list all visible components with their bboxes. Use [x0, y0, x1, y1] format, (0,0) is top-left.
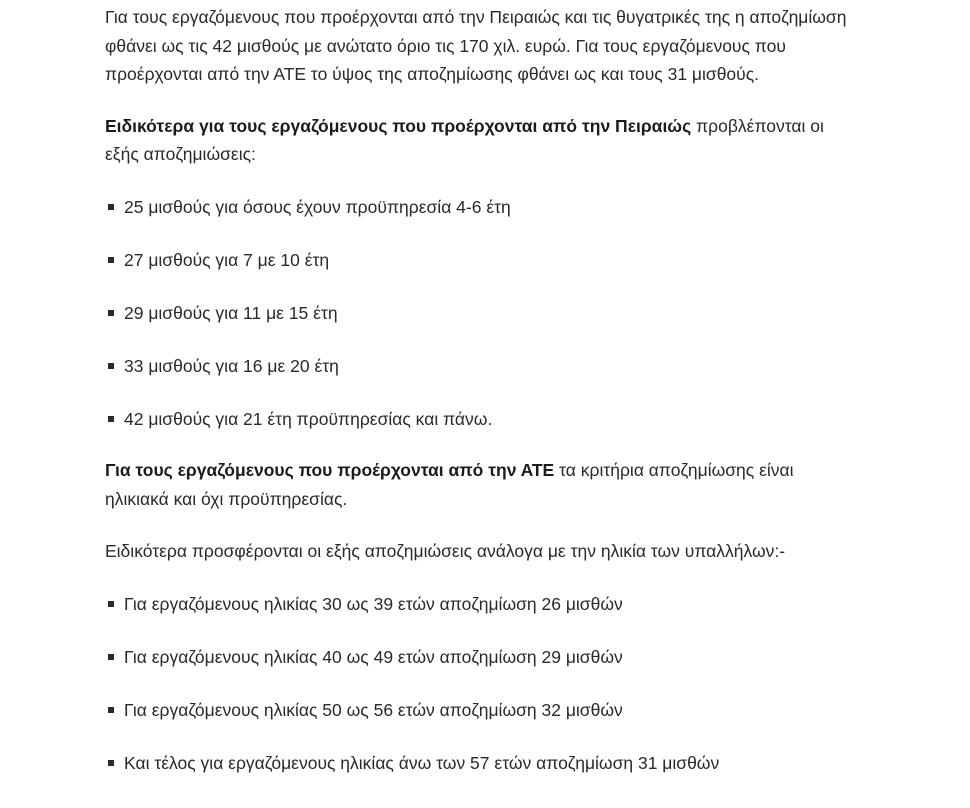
piraeus-heading-bold: Ειδικότερα για τους εργαζόμενους που προέρχονται από την Πειραιώς	[105, 115, 692, 136]
list-item: 27 μισθούς για 7 με 10 έτη	[105, 246, 857, 275]
list-item: Για εργαζόμενους ηλικίας 30 ως 39 ετών αποζημίωση 26 μισθών	[105, 590, 857, 619]
piraeus-heading-rest: προβλέπονται οι εξής αποζημιώσεις:	[105, 115, 824, 164]
list-item: Και τέλος για εργαζόμενους ηλικίας άνω των 57 ετών αποζημίωση 31 μισθών	[105, 749, 857, 778]
ate-heading-bold: Για τους εργαζόμενους που προέρχονται από την ΑΤΕ	[105, 460, 555, 480]
list-item: 25 μισθούς για όσους έχουν προϋπηρεσία 4-6 έτη	[105, 193, 857, 222]
list-item: Για εργαζόμενους ηλικίας 50 ως 56 ετών αποζημίωση 32 μισθών	[105, 696, 857, 725]
intro-paragraph: Για τους εργαζόμενους που προέρχονται από την Πειραιώς και τις θυγατρικές της η αποζημίωση φθάνει ως τις 42 μισθούς με ανώτατο όριο τις 170 χιλ. ευρώ. Για τους εργαζόμενους που προέρχονται από την ΑΤΕ το ύψος της αποζημίωσης φθάνει ως και τους 31 μισθούς.	[105, 7, 847, 84]
list-item: Για εργαζόμενους ηλικίας 40 ως 49 ετών αποζημίωση 29 μισθών	[105, 643, 857, 672]
ate-compensation-list	[105, 590, 857, 778]
list-item: 29 μισθούς για 11 με 15 έτη	[105, 299, 857, 328]
list-item: 42 μισθούς για 21 έτη προϋπηρεσίας και πάνω.	[105, 405, 857, 434]
article-body	[105, 3, 857, 777]
ate-heading-rest: τα κριτήρια αποζημίωσης είναι ηλικιακά και όχι προϋπηρεσίας.	[105, 460, 794, 509]
ate-intro-paragraph: Ειδικότερα προσφέρονται οι εξής αποζημιώσεις ανάλογα με την ηλικία των υπαλλήλων:-	[105, 541, 786, 561]
list-item: 33 μισθούς για 16 με 20 έτη	[105, 352, 857, 381]
piraeus-compensation-list	[105, 193, 857, 434]
ate-heading-paragraph	[105, 456, 857, 513]
piraeus-heading-paragraph	[105, 112, 857, 169]
